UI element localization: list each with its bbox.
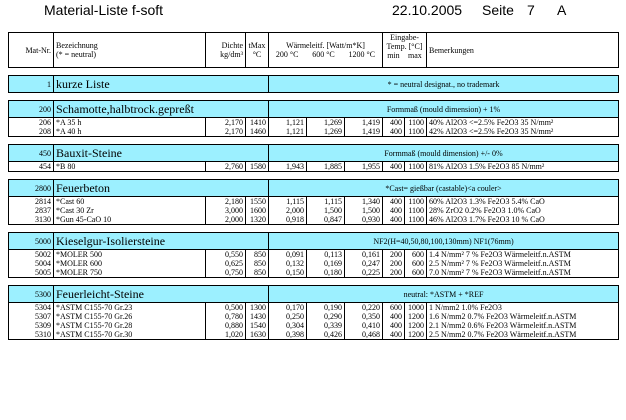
mat-nr-cell: 5004 (9, 259, 54, 268)
section-header-row (9, 233, 619, 250)
section-gap (9, 225, 619, 233)
temp-max-cell: 1100 (405, 197, 427, 207)
tmax-cell: 850 (246, 268, 269, 278)
section-code: 5000 (9, 233, 54, 250)
dichte-cell: 0,625 (206, 259, 246, 268)
section-gap (9, 172, 619, 180)
w1200-cell: 0,161 (345, 250, 383, 260)
col-eingabe-temp: Eingabe- Temp. [°C] min max (383, 33, 427, 68)
tmax-cell: 1600 (246, 206, 269, 215)
dichte-cell: 2,000 (206, 215, 246, 225)
temp-min-cell: 400 (383, 127, 405, 137)
temp-max-cell: 1200 (405, 321, 427, 330)
section-note: *Cast= gießbar (castable)<a couler> (269, 180, 619, 197)
table-row (9, 127, 619, 137)
section-gap (9, 278, 619, 286)
section-name: Schamotte,halbtrock.gepreßt (54, 101, 269, 118)
w1200-cell: 1,419 (345, 127, 383, 137)
temp-max-cell: 1200 (405, 312, 427, 321)
bezeichnung-cell: *A 35 h (54, 118, 206, 128)
gap-cell (9, 68, 619, 76)
dichte-cell: 0,780 (206, 312, 246, 321)
tmax-cell: 1430 (246, 312, 269, 321)
tmax-cell: 1630 (246, 330, 269, 340)
column-header-row (9, 33, 619, 68)
bemerkung-cell: 2.5 N/mm2 0.7% Fe2O3 Wärmeleitf.n.ASTM (427, 330, 619, 340)
section-gap (9, 68, 619, 76)
gap-cell (9, 172, 619, 180)
bemerkung-cell: 1 N/mm2 1.0% Fe2O3 (427, 303, 619, 313)
w1200-cell: 1,955 (345, 162, 383, 172)
w200-cell: 1,943 (269, 162, 307, 172)
table-row (9, 321, 619, 330)
col-waermeleitf: Wärmeleitf. [Watt/m*K] 200 °C 600 °C 1200 °C (269, 33, 383, 68)
temp-min-cell: 400 (383, 197, 405, 207)
dichte-cell: 2,760 (206, 162, 246, 172)
bezeichnung-cell: *ASTM C155-70 Gr.23 (54, 303, 206, 313)
bezeichnung-cell: *ASTM C155-70 Gr.30 (54, 330, 206, 340)
temp-min-cell: 200 (383, 250, 405, 260)
bemerkung-cell: 42% Al2O3 <=2.5% Fe2O3 35 N/mm² (427, 127, 619, 137)
mat-nr-cell: 5310 (9, 330, 54, 340)
bezeichnung-cell: *A 40 h (54, 127, 206, 137)
mat-nr-cell: 2837 (9, 206, 54, 215)
section-gap (9, 93, 619, 101)
table-row (9, 215, 619, 225)
temp-min-cell: 400 (383, 162, 405, 172)
table-row (9, 330, 619, 340)
temp-max-cell: 1200 (405, 330, 427, 340)
w200-cell: 0,132 (269, 259, 307, 268)
doc-title: Material-Liste f-soft (44, 2, 164, 18)
mat-nr-cell: 3130 (9, 215, 54, 225)
section-note: NF2(H=40,50,80,100,130mm) NF1(76mm) (269, 233, 619, 250)
section-header-row (9, 76, 619, 93)
temp-min-cell: 600 (383, 303, 405, 313)
mat-nr-cell: 454 (9, 162, 54, 172)
dichte-cell: 3,000 (206, 206, 246, 215)
temp-max-cell: 600 (405, 259, 427, 268)
tmax-cell: 1460 (246, 127, 269, 137)
bezeichnung-cell: *Cast 30 Zr (54, 206, 206, 215)
dichte-cell: 2,170 (206, 127, 246, 137)
col-tmax: tMax °C (246, 33, 269, 68)
mat-nr-cell: 5005 (9, 268, 54, 278)
table-row (9, 312, 619, 321)
w1200-cell: 0,247 (345, 259, 383, 268)
tmax-cell: 850 (246, 259, 269, 268)
bezeichnung-cell: *B 80 (54, 162, 206, 172)
bezeichnung-cell: *ASTM C155-70 Gr.26 (54, 312, 206, 321)
page-number: 7 (527, 2, 535, 18)
page-label: Seite (482, 2, 514, 18)
temp-min-cell: 400 (383, 330, 405, 340)
tmax-cell: 1550 (246, 197, 269, 207)
w1200-cell: 0,468 (345, 330, 383, 340)
col-dichte: Dichte kg/dm³ (206, 33, 246, 68)
table-row (9, 197, 619, 207)
gap-cell (9, 93, 619, 101)
temp-min-cell: 400 (383, 215, 405, 225)
section-gap (9, 137, 619, 145)
col-matnr: Mat-Nr. (9, 33, 54, 68)
dichte-cell: 1,020 (206, 330, 246, 340)
temp-max-cell: 1100 (405, 127, 427, 137)
mat-nr-cell: 5309 (9, 321, 54, 330)
w200-cell: 1,115 (269, 197, 307, 207)
dichte-cell: 0,880 (206, 321, 246, 330)
dichte-cell: 0,500 (206, 303, 246, 313)
w600-cell: 0,426 (307, 330, 345, 340)
section-code: 200 (9, 101, 54, 118)
w1200-cell: 0,410 (345, 321, 383, 330)
bemerkung-cell: 28% ZrO2 0.2% Fe2O3 1.0% CaO (427, 206, 619, 215)
dichte-cell: 2,170 (206, 118, 246, 128)
section-header-row (9, 101, 619, 118)
temp-min-cell: 400 (383, 118, 405, 128)
w1200-cell: 1,340 (345, 197, 383, 207)
tmax-cell: 1320 (246, 215, 269, 225)
temp-max-cell: 600 (405, 250, 427, 260)
bemerkung-cell: 2.5 N/mm² 7 % Fe2O3 Wärmeleitf.n.ASTM (427, 259, 619, 268)
w200-cell: 0,170 (269, 303, 307, 313)
w600-cell: 0,847 (307, 215, 345, 225)
tmax-cell: 1410 (246, 118, 269, 128)
temp-min-cell: 200 (383, 268, 405, 278)
bemerkung-cell: 1.6 N/mm2 0.7% Fe2O3 Wärmeleitf.n.ASTM (427, 312, 619, 321)
w1200-cell: 0,220 (345, 303, 383, 313)
w1200-cell: 1,500 (345, 206, 383, 215)
gap-cell (9, 137, 619, 145)
section-name: Kieselgur-Isoliersteine (54, 233, 269, 250)
w600-cell: 0,180 (307, 268, 345, 278)
doc-date: 22.10.2005 (392, 2, 463, 18)
w200-cell: 0,918 (269, 215, 307, 225)
bezeichnung-cell: *Cast 60 (54, 197, 206, 207)
material-table (8, 32, 619, 340)
bemerkung-cell: 46% Al2O3 1.7% Fe2O3 10 % CaO (427, 215, 619, 225)
section-header-row (9, 180, 619, 197)
w200-cell: 1,121 (269, 118, 307, 128)
section-note: Formmaß (mould dimension) + 1% (269, 101, 619, 118)
section-note: * = neutral designat., no trademark (269, 76, 619, 93)
table-row (9, 118, 619, 128)
section-name: Feuerleicht-Steine (54, 286, 269, 303)
mat-nr-cell: 208 (9, 127, 54, 137)
col-bemerkungen: Bemerkungen (427, 33, 619, 68)
col-bezeichnung: Bezeichnung (* = neutral) (54, 33, 206, 68)
section-code: 450 (9, 145, 54, 162)
section-note: Formmaß (mould dimension) +/- 0% (269, 145, 619, 162)
w600-cell: 1,269 (307, 127, 345, 137)
tmax-cell: 850 (246, 250, 269, 260)
temp-max-cell: 1100 (405, 118, 427, 128)
section-header-row (9, 145, 619, 162)
temp-max-cell: 1000 (405, 303, 427, 313)
w1200-cell: 0,225 (345, 268, 383, 278)
tmax-cell: 1540 (246, 321, 269, 330)
table-row (9, 268, 619, 278)
temp-min-cell: 400 (383, 206, 405, 215)
mat-nr-cell: 206 (9, 118, 54, 128)
w200-cell: 0,091 (269, 250, 307, 260)
dichte-cell: 0,750 (206, 268, 246, 278)
mat-nr-cell: 2814 (9, 197, 54, 207)
tmax-cell: 1580 (246, 162, 269, 172)
page-header (0, 2, 626, 24)
bezeichnung-cell: *MOLER 750 (54, 268, 206, 278)
section-code: 2800 (9, 180, 54, 197)
section-name: Bauxit-Steine (54, 145, 269, 162)
mat-nr-cell: 5002 (9, 250, 54, 260)
w600-cell: 0,339 (307, 321, 345, 330)
bemerkung-cell: 7.0 N/mm² 7 % Fe2O3 Wärmeleitf.n.ASTM (427, 268, 619, 278)
w600-cell: 1,115 (307, 197, 345, 207)
w1200-cell: 0,930 (345, 215, 383, 225)
temp-min-cell: 400 (383, 321, 405, 330)
bemerkung-cell: 40% Al2O3 <=2.5% Fe2O3 35 N/mm² (427, 118, 619, 128)
bezeichnung-cell: *Gun 45-CaO 10 (54, 215, 206, 225)
mat-nr-cell: 5307 (9, 312, 54, 321)
bezeichnung-cell: *MOLER 500 (54, 250, 206, 260)
w600-cell: 0,169 (307, 259, 345, 268)
bezeichnung-cell: *ASTM C155-70 Gr.28 (54, 321, 206, 330)
gap-cell (9, 225, 619, 233)
w200-cell: 0,304 (269, 321, 307, 330)
w600-cell: 0,113 (307, 250, 345, 260)
temp-min-cell: 200 (383, 259, 405, 268)
mat-nr-cell: 5304 (9, 303, 54, 313)
w600-cell: 1,269 (307, 118, 345, 128)
revision: A (557, 2, 567, 18)
w600-cell: 0,190 (307, 303, 345, 313)
bemerkung-cell: 2.1 N/mm2 0.6% Fe2O3 Wärmeleitf.n.ASTM (427, 321, 619, 330)
w1200-cell: 0,350 (345, 312, 383, 321)
bemerkung-cell: 1.4 N/mm² 7 % Fe2O3 Wärmeleitf.n.ASTM (427, 250, 619, 260)
table-row (9, 162, 619, 172)
bezeichnung-cell: *MOLER 600 (54, 259, 206, 268)
bemerkung-cell: 81% Al2O3 1.5% Fe2O3 85 N/mm² (427, 162, 619, 172)
section-note: neutral: *ASTM + *REF (269, 286, 619, 303)
temp-max-cell: 1100 (405, 162, 427, 172)
tmax-cell: 1300 (246, 303, 269, 313)
temp-max-cell: 1100 (405, 206, 427, 215)
gap-cell (9, 278, 619, 286)
section-code: 5300 (9, 286, 54, 303)
table-row (9, 206, 619, 215)
w200-cell: 1,121 (269, 127, 307, 137)
w600-cell: 0,290 (307, 312, 345, 321)
table-row (9, 259, 619, 268)
w200-cell: 0,250 (269, 312, 307, 321)
w1200-cell: 1,419 (345, 118, 383, 128)
table-row (9, 303, 619, 313)
w200-cell: 0,150 (269, 268, 307, 278)
w200-cell: 2,000 (269, 206, 307, 215)
section-name: Feuerbeton (54, 180, 269, 197)
w600-cell: 1,500 (307, 206, 345, 215)
section-header-row (9, 286, 619, 303)
w600-cell: 1,885 (307, 162, 345, 172)
section-name: kurze Liste (54, 76, 269, 93)
temp-max-cell: 1100 (405, 215, 427, 225)
dichte-cell: 0,550 (206, 250, 246, 260)
temp-max-cell: 600 (405, 268, 427, 278)
section-code: 1 (9, 76, 54, 93)
table-row (9, 250, 619, 260)
w200-cell: 0,398 (269, 330, 307, 340)
bemerkung-cell: 60% Al2O3 1.3% Fe2O3 5.4% CaO (427, 197, 619, 207)
temp-min-cell: 400 (383, 312, 405, 321)
dichte-cell: 2,180 (206, 197, 246, 207)
